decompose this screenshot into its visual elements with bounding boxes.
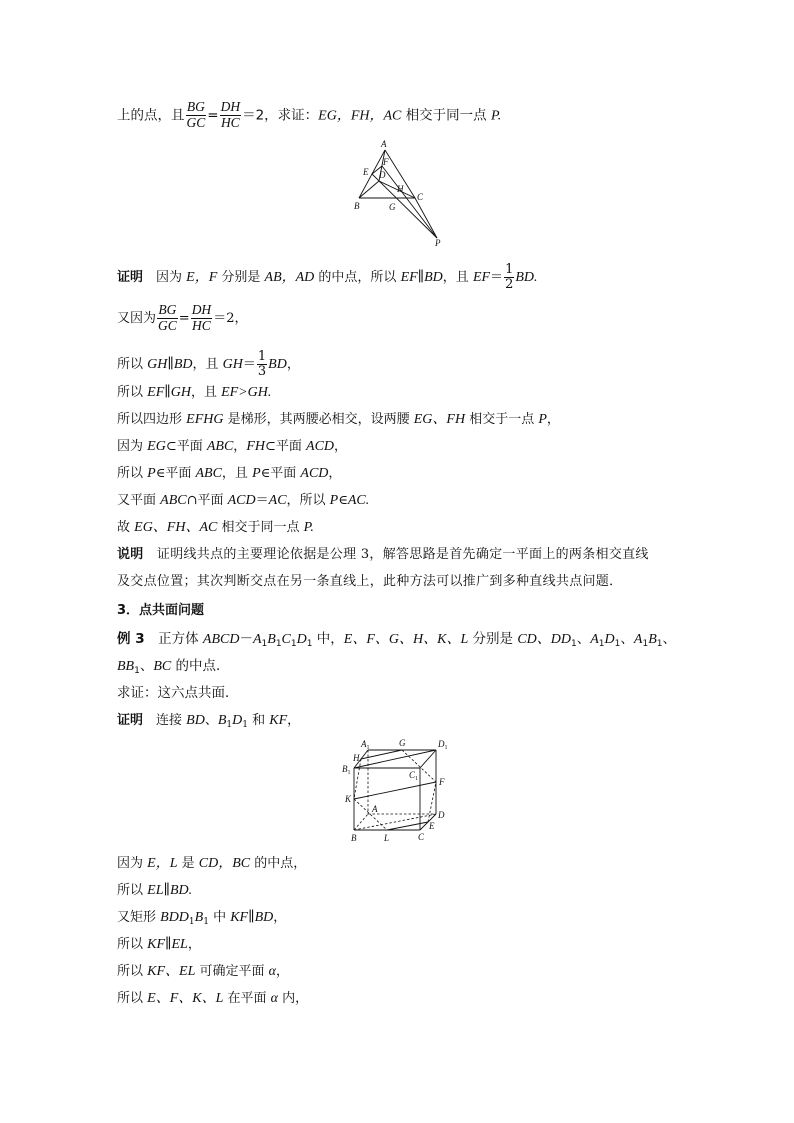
note-line2 — [117, 573, 622, 591]
proof1-line2 — [117, 303, 247, 334]
subscript: 1 — [571, 639, 577, 649]
math: GH∥BD — [147, 357, 193, 372]
subscript: 1 — [226, 720, 233, 730]
math: E、F、K、L — [147, 991, 224, 1006]
text: 、 — [620, 631, 634, 647]
math: P — [329, 493, 339, 508]
text: ＝2， — [213, 311, 248, 326]
text: ， — [287, 713, 301, 728]
label-l: L — [384, 833, 390, 843]
segment-e-f — [428, 782, 436, 822]
label-d: D — [438, 810, 445, 820]
text: 所以 — [117, 964, 148, 979]
label-h: H — [353, 753, 360, 763]
math: CD，BC — [198, 856, 251, 871]
math: ABC — [195, 466, 222, 481]
proof1-line3 — [117, 350, 300, 379]
intro-text: 相交于同一点 — [401, 107, 491, 124]
text: 的中点， — [250, 856, 307, 871]
math: P — [252, 466, 261, 481]
label-d: D — [379, 170, 386, 180]
frac-num: BG — [186, 99, 205, 114]
math: D — [296, 632, 307, 647]
equals: = — [207, 107, 219, 124]
text: 证明线共点的主要理论依据是公理 3，解答思路是首先确定一平面上的两条相交直线 — [143, 547, 649, 562]
subscript: 1 — [598, 639, 605, 649]
math: FH — [246, 439, 265, 454]
segment-k-l — [354, 799, 387, 830]
label-h: H — [397, 184, 404, 194]
label-sub: 1 — [366, 745, 370, 751]
proof1-line1 — [117, 263, 538, 292]
text: ，且 — [192, 357, 223, 372]
label-k: K — [345, 794, 352, 804]
text: 、 — [139, 658, 154, 674]
text: 可确定平面 — [195, 964, 269, 979]
text: ＝ — [490, 270, 504, 285]
subscript: 1 — [134, 666, 140, 676]
text: ， — [273, 910, 287, 925]
math: GH — [222, 357, 243, 372]
math: A — [633, 632, 643, 647]
text: ∩平面 — [186, 493, 228, 508]
label-letter: A — [361, 739, 367, 749]
math: ABC — [160, 493, 187, 508]
math: EF∥BD — [400, 270, 443, 285]
label-b1 — [342, 764, 351, 776]
text: ＝ — [242, 357, 256, 372]
text: － — [239, 631, 253, 647]
math: BD — [268, 357, 287, 372]
math: EG、FH — [413, 412, 466, 427]
example3-claim: 求证：这六点共面． — [117, 685, 239, 701]
math: A — [252, 632, 262, 647]
math: P — [147, 466, 156, 481]
fraction-bg-gc — [157, 303, 178, 334]
example3-line2 — [117, 657, 230, 676]
frac-den: GC — [186, 115, 206, 130]
math: KF∥EL — [147, 937, 188, 952]
edge-cp — [415, 198, 437, 238]
math: E，L — [147, 856, 178, 871]
intro-math: P. — [490, 108, 502, 124]
text: ∈平面 — [260, 466, 301, 481]
math: B — [267, 632, 276, 647]
text: ，且 — [190, 385, 222, 400]
math: KF — [269, 713, 288, 728]
proof2-line4 — [117, 936, 201, 954]
text: 是 — [177, 856, 199, 871]
math: α — [268, 964, 276, 979]
math: EFHG — [186, 412, 224, 427]
text: 的中点． — [171, 658, 230, 674]
text: 因为 — [117, 856, 148, 871]
label-b: B — [354, 201, 360, 211]
section-title: 3．点共面问题 — [117, 603, 205, 618]
subscript: 1 — [306, 639, 313, 649]
text: ， — [334, 439, 348, 454]
subscript: 1 — [188, 917, 195, 927]
text: 是梯形，其两腰必相交，设两腰 — [223, 412, 414, 427]
cube-figure — [338, 738, 458, 848]
frac-num: 1 — [257, 349, 267, 364]
intro-line — [117, 100, 501, 131]
label-a1 — [360, 739, 370, 751]
math: ABCD — [202, 632, 240, 647]
example-heading: 例 3 — [117, 631, 145, 647]
subscript: 1 — [275, 639, 282, 649]
proof2-line3 — [117, 909, 286, 927]
proof1-line9 — [117, 519, 314, 537]
label-g: G — [389, 202, 396, 212]
label-f: F — [383, 157, 389, 167]
edge-bd — [359, 181, 379, 198]
label-sub: 1 — [347, 770, 351, 776]
text: 中 — [208, 910, 231, 925]
frac-den: 2 — [505, 277, 514, 292]
proof-heading: 证明 — [117, 270, 144, 285]
text: = — [178, 311, 190, 326]
text: ， — [276, 964, 290, 979]
label-letter: C — [409, 770, 416, 780]
math: EG、FH、AC — [134, 520, 218, 535]
frac-num: BG — [158, 302, 177, 317]
text: 所以 — [117, 385, 148, 400]
math: B — [648, 632, 657, 647]
text: ， — [187, 937, 201, 952]
math: EG — [147, 439, 166, 454]
text: ，所以 — [286, 493, 330, 508]
math: P. — [303, 520, 314, 535]
math: CD、DD — [517, 632, 571, 647]
label-g: G — [399, 738, 406, 748]
label-f: F — [439, 777, 445, 787]
math: D — [232, 713, 243, 728]
text: 又平面 — [117, 493, 161, 508]
math: AC. — [347, 493, 370, 508]
proof2-line2 — [117, 882, 192, 900]
text: 分别是 — [217, 270, 265, 285]
text: ，且 — [442, 270, 473, 285]
math: C — [281, 632, 291, 647]
text: 及交点位置；其次判断交点在另一条直线上，此种方法可以推广到多种直线共点问题． — [117, 574, 623, 589]
note-heading: 说明 — [117, 547, 144, 562]
math: BC — [153, 659, 172, 674]
frac-den: HC — [220, 115, 240, 130]
math: EF>GH. — [221, 385, 272, 400]
subscript: 1 — [290, 639, 297, 649]
text: 因为 — [143, 270, 187, 285]
text: 所以 — [117, 991, 148, 1006]
math: KF∥BD — [230, 910, 274, 925]
fraction-dh-hc — [220, 100, 242, 131]
label-letter: B — [342, 764, 348, 774]
math: P — [538, 412, 547, 427]
proof1-line5 — [117, 411, 560, 429]
frac-den: 3 — [257, 364, 267, 379]
subscript: 1 — [642, 639, 649, 649]
frac-den: GC — [158, 318, 177, 333]
math: AB，AD — [264, 270, 315, 285]
text: 连接 — [143, 713, 187, 728]
text: 相交于一点 — [465, 412, 539, 427]
label-c1 — [409, 770, 418, 782]
segment-l-e — [387, 822, 428, 830]
line-ep — [372, 174, 437, 238]
text: 因为 — [117, 439, 148, 454]
text: 又因为 — [117, 311, 157, 326]
text: 故 — [117, 520, 135, 535]
segment-h-k — [354, 759, 361, 799]
triangle-figure — [345, 138, 455, 248]
proof2-line1 — [117, 855, 306, 873]
math: ACD — [300, 466, 329, 481]
text: 、 — [576, 631, 591, 647]
frac-num: DH — [220, 99, 241, 114]
subscript: 1 — [614, 639, 621, 649]
math: ABC — [206, 439, 234, 454]
text: ＝ — [255, 493, 269, 508]
label-e: E — [363, 167, 369, 177]
text: ⊂平面 — [165, 439, 207, 454]
text: 所以 — [117, 466, 148, 481]
text: ，且 — [221, 466, 253, 481]
text: 、 — [204, 713, 218, 728]
text: ， — [286, 357, 300, 372]
math: E，F — [186, 270, 218, 285]
text: 内， — [278, 991, 309, 1006]
frac-num: 1 — [505, 262, 514, 277]
label-b: B — [351, 833, 357, 843]
intro-text: ＝2，求证： — [242, 107, 319, 124]
text: 所以 — [117, 357, 148, 372]
text: 、 — [662, 631, 676, 647]
text: ， — [328, 466, 342, 481]
note-line1 — [117, 546, 649, 564]
math: AC — [268, 493, 287, 508]
proof1-line6 — [117, 438, 347, 456]
math: E、F、G、H、K、L — [343, 632, 469, 647]
text: 相交于同一点 — [217, 520, 304, 535]
proof1-line8 — [117, 492, 369, 510]
math: KF、EL — [147, 964, 196, 979]
proof2-head-line — [117, 712, 300, 730]
math: EF — [472, 270, 491, 285]
text: ⊂平面 — [264, 439, 307, 454]
text: 分别是 — [468, 631, 518, 647]
segment-k-f — [354, 782, 436, 799]
example3-line1 — [117, 630, 676, 649]
math: ACD — [227, 493, 256, 508]
math: B — [217, 713, 227, 728]
math: B — [194, 910, 204, 925]
intro-math: EG，FH，AC — [318, 108, 402, 124]
proof-heading: 证明 — [117, 713, 144, 728]
text: 在平面 — [223, 991, 271, 1006]
subscript: 1 — [242, 720, 248, 730]
segment-g-f — [402, 750, 436, 782]
text: 所以四边形 — [117, 412, 187, 427]
proof1-line4 — [117, 384, 271, 402]
fraction-third — [257, 350, 267, 379]
label-e: E — [429, 821, 435, 831]
frac-num: DH — [191, 302, 212, 317]
label-letter: D — [438, 739, 445, 749]
math: ACD — [306, 439, 335, 454]
label-d1 — [437, 739, 448, 751]
math: BB — [117, 659, 135, 674]
math: EF∥GH — [147, 385, 191, 400]
subscript: 1 — [203, 917, 209, 927]
proof1-line7 — [117, 465, 341, 483]
subscript: 1 — [261, 639, 268, 649]
text: 所以 — [117, 883, 148, 898]
subscript: 1 — [656, 639, 663, 649]
text: 的中点，所以 — [314, 270, 401, 285]
label-a: A — [372, 804, 378, 814]
math: BDD — [160, 910, 189, 925]
label-c: C — [417, 192, 424, 202]
edge-b-a — [354, 814, 368, 830]
text: 和 — [248, 713, 270, 728]
math: BD — [186, 713, 205, 728]
fraction-half — [504, 263, 514, 292]
proof2-line6 — [117, 990, 308, 1008]
label-c: C — [418, 832, 425, 842]
frac-den: HC — [192, 318, 211, 333]
text: 又矩形 — [117, 910, 161, 925]
text: 正方体 — [144, 631, 203, 647]
proof2-line5 — [117, 963, 289, 981]
math: EL∥BD. — [147, 883, 193, 898]
text: 中， — [312, 631, 344, 647]
label-sub: 1 — [444, 745, 448, 751]
text: ∈ — [338, 493, 348, 508]
fraction-bg-gc — [186, 100, 207, 131]
math: α — [270, 991, 278, 1006]
math: D — [604, 632, 615, 647]
fraction-dh-hc — [191, 303, 213, 334]
label-a: A — [381, 139, 387, 149]
math: A — [590, 632, 599, 647]
label-p: P — [435, 238, 441, 248]
intro-text: 上的点，且 — [117, 107, 185, 124]
text: 所以 — [117, 937, 148, 952]
label-sub: 1 — [415, 776, 419, 782]
math: BD. — [515, 270, 538, 285]
text: ， — [546, 412, 560, 427]
text: ∈平面 — [155, 466, 196, 481]
text: ， — [233, 439, 247, 454]
